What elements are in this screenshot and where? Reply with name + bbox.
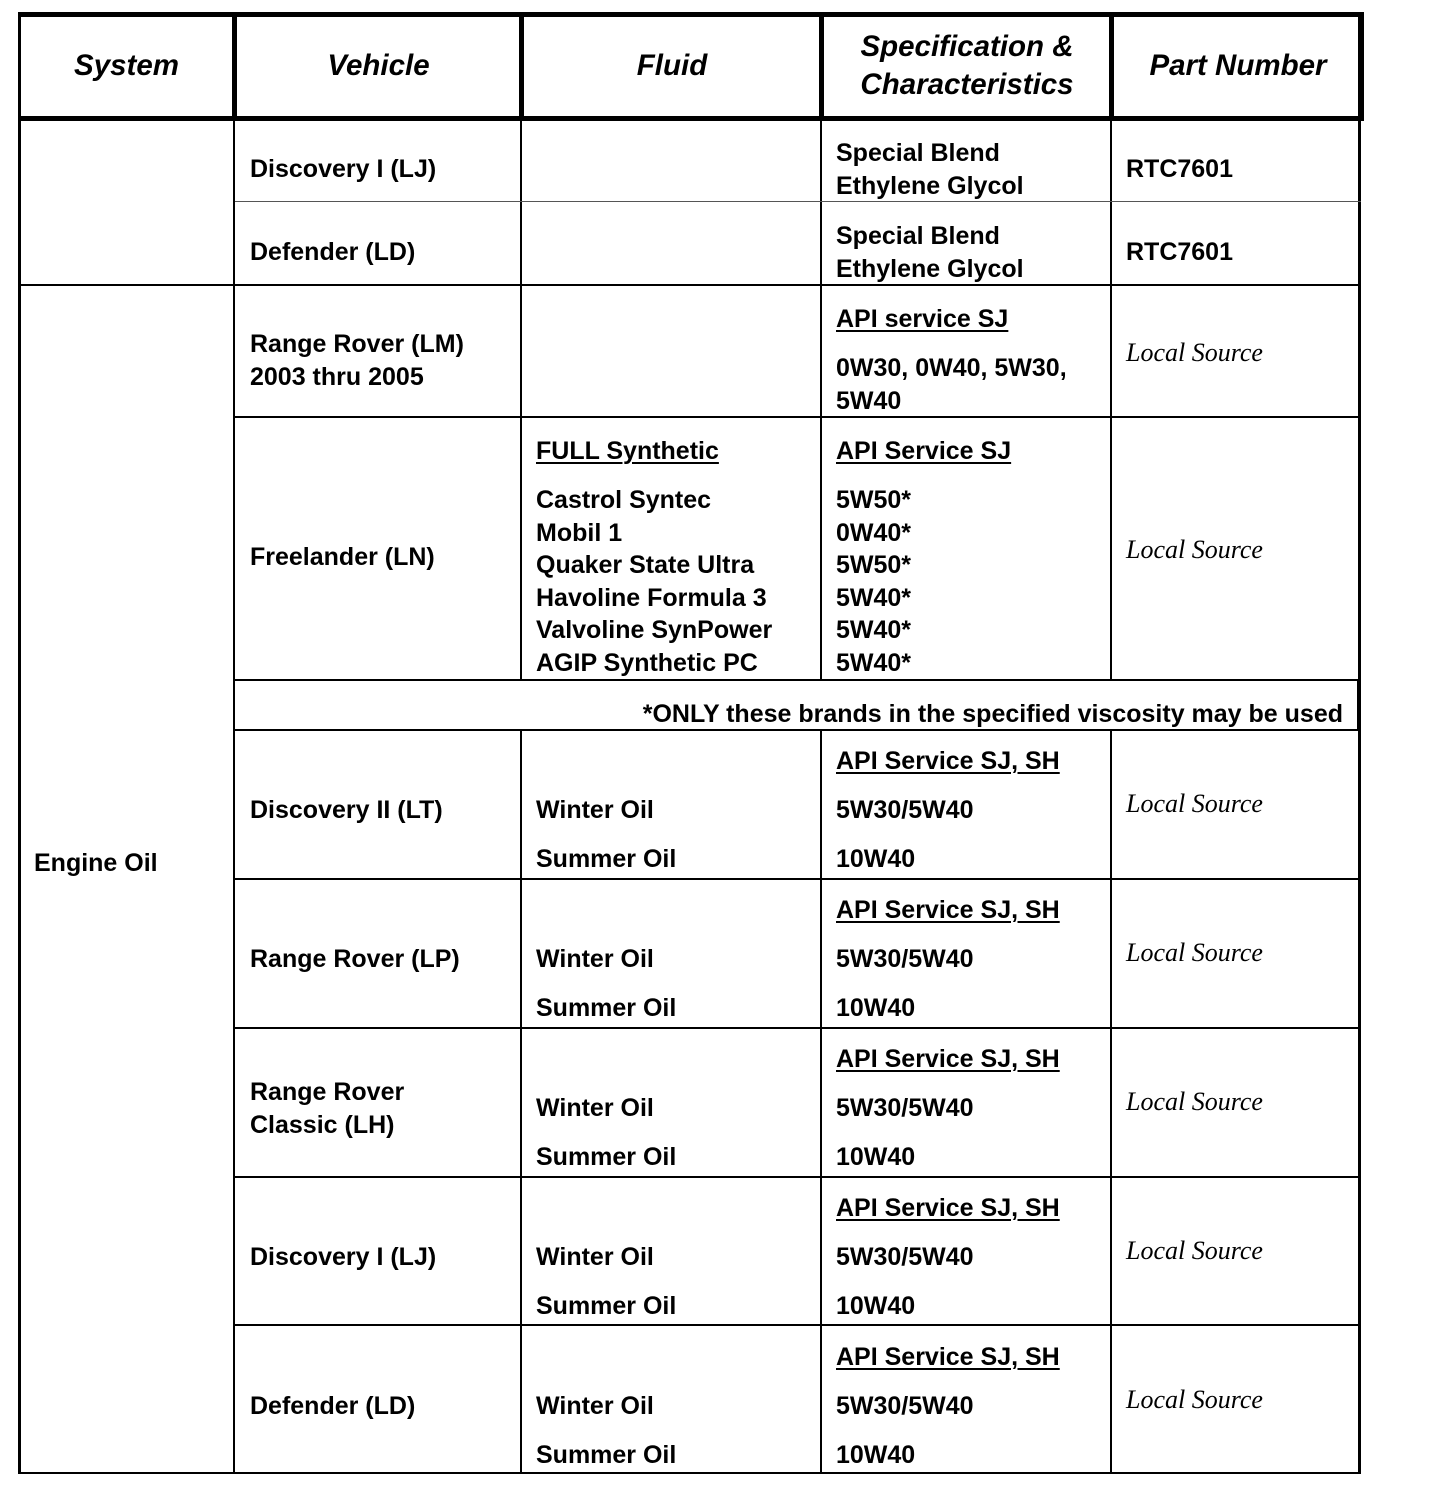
winter-oil-spec: 5W30/5W40 (836, 1243, 974, 1271)
summer-oil-label: Summer Oil (536, 994, 677, 1022)
column-divider (520, 119, 522, 680)
fluid-heading: FULL Synthetic (536, 437, 719, 465)
header-divider (519, 12, 524, 119)
summer-oil-spec: 10W40 (836, 1292, 916, 1320)
table-row-part-number: RTC7601 (1126, 155, 1233, 183)
column-divider (820, 119, 822, 680)
winter-oil-label: Winter Oil (536, 1243, 654, 1271)
header-fluid: Fluid (636, 48, 708, 82)
vehicle-line: Classic (LH) (250, 1110, 395, 1139)
table-row-vehicle (250, 1241, 436, 1274)
winter-oil-label: Winter Oil (536, 1392, 654, 1420)
table-row-spec (836, 137, 1024, 202)
summer-oil-label: Summer Oil (536, 1143, 677, 1171)
vehicle-line: 2003 thru 2005 (250, 362, 424, 391)
spec-line: Ethylene Glycol (836, 171, 1024, 200)
spec-heading: API Service SJ, SH (836, 1045, 1060, 1073)
header-border-right (1358, 12, 1364, 119)
list-item: 0W40* (836, 518, 912, 547)
column-divider (520, 730, 522, 1474)
column-divider (1110, 730, 1112, 1474)
list-item: 5W40* (836, 583, 912, 612)
vehicle-line: Range Rover (LM) (250, 330, 464, 358)
row-divider (235, 1176, 1361, 1178)
header-divider (1109, 12, 1114, 119)
header-part-number: Part Number (1149, 48, 1327, 82)
system-engine-oil: Engine Oil (34, 849, 158, 877)
winter-oil-label: Winter Oil (536, 1094, 654, 1122)
spec-line: Special Blend (836, 139, 1000, 167)
list-item: 5W40* (836, 616, 912, 644)
summer-oil-label: Summer Oil (536, 1441, 677, 1469)
viscosity-list (836, 484, 911, 679)
table-row-vehicle (250, 943, 460, 976)
winter-oil-spec: 5W30/5W40 (836, 1094, 974, 1122)
table-row-vehicle (250, 794, 443, 827)
row-divider (235, 1027, 1361, 1029)
table-row-part-number: Local Source (1126, 1087, 1263, 1116)
table-border-left (18, 12, 21, 1474)
table-row-part-number: Local Source (1126, 938, 1263, 967)
header-spec-line1: Specification & (860, 29, 1074, 63)
table-row-vehicle: Freelander (LN) (250, 543, 435, 571)
table-row-part-number: Local Source (1126, 1385, 1263, 1414)
table-border-bottom (18, 1472, 1361, 1474)
spec-heading: API Service SJ (836, 437, 1012, 465)
table-row-part-number: Local Source (1126, 535, 1263, 564)
spec-heading: API Service SJ, SH (836, 747, 1060, 775)
list-item: AGIP Synthetic PC (536, 648, 758, 677)
header-bottom-rule (18, 116, 1364, 121)
winter-oil-label: Winter Oil (536, 796, 654, 824)
table-row-vehicle (250, 328, 464, 393)
header-divider (819, 12, 824, 119)
summer-oil-spec: 10W40 (836, 994, 916, 1022)
table-row-vehicle (250, 1390, 415, 1423)
table-row-vehicle: Discovery I (LJ) (250, 155, 437, 183)
summer-oil-spec: 10W40 (836, 1143, 916, 1171)
vehicle-line: Range Rover (LP) (250, 945, 460, 973)
header-vehicle: Vehicle (327, 48, 430, 82)
table-row-vehicle: Defender (LD) (250, 238, 416, 266)
list-item: Mobil 1 (536, 518, 623, 547)
table-row-part-number: Local Source (1126, 1236, 1263, 1265)
section-divider (18, 284, 1361, 286)
row-divider (235, 679, 1361, 681)
column-divider (233, 119, 235, 1474)
row-divider (235, 729, 1361, 731)
row-divider (235, 416, 1361, 418)
viscosity-note: *ONLY these brands in the specified viscosity may be used (642, 700, 1343, 728)
vehicle-line: Discovery II (LT) (250, 796, 443, 824)
vehicle-line: Defender (LD) (250, 1392, 416, 1420)
column-divider (1110, 119, 1112, 680)
spec-line: Special Blend (836, 222, 1000, 250)
brand-list (536, 484, 772, 679)
table-border-top (18, 12, 1364, 17)
list-item: 5W40* (836, 648, 912, 677)
list-item: 5W50* (836, 486, 912, 514)
row-divider (235, 1324, 1361, 1326)
spec-heading: API Service SJ, SH (836, 896, 1060, 924)
table-row-part-number: RTC7601 (1126, 238, 1233, 266)
summer-oil-spec: 10W40 (836, 845, 916, 873)
column-divider (820, 730, 822, 1474)
table-row-part-number: Local Source (1126, 789, 1263, 818)
row-divider (235, 201, 1361, 202)
header-system: System (74, 48, 179, 82)
spec-line: Ethylene Glycol (836, 254, 1024, 283)
vehicle-line: Range Rover (250, 1078, 405, 1106)
header-specification (822, 12, 1112, 119)
fluid-specification-table (18, 12, 1364, 1474)
winter-oil-spec: 5W30/5W40 (836, 796, 974, 824)
table-row-vehicle (250, 1076, 404, 1141)
spec-line: 0W30, 0W40, 5W30, (836, 354, 1067, 382)
table-border-right (1358, 12, 1361, 1474)
spec-line: 5W40 (836, 386, 902, 415)
vehicle-line: Discovery I (LJ) (250, 1243, 437, 1271)
summer-oil-label: Summer Oil (536, 845, 677, 873)
list-item: Havoline Formula 3 (536, 583, 767, 612)
list-item: 5W50* (836, 551, 912, 579)
list-item: Quaker State Ultra (536, 551, 755, 579)
spec-heading: API Service SJ, SH (836, 1343, 1060, 1371)
header-spec-line2: Characteristics (860, 67, 1074, 101)
table-row-spec (836, 220, 1024, 285)
table-row-part-number: Local Source (1126, 338, 1263, 367)
summer-oil-spec: 10W40 (836, 1441, 916, 1469)
list-item: Valvoline SynPower (536, 616, 773, 644)
spec-heading: API Service SJ, SH (836, 1194, 1060, 1222)
header-divider (232, 12, 237, 119)
winter-oil-spec: 5W30/5W40 (836, 945, 974, 973)
note-border-right (1357, 679, 1359, 730)
winter-oil-label: Winter Oil (536, 945, 654, 973)
summer-oil-label: Summer Oil (536, 1292, 677, 1320)
row-divider (235, 878, 1361, 880)
list-item: Castrol Syntec (536, 486, 712, 514)
spec-viscosity (836, 352, 1067, 417)
spec-heading: API service SJ (836, 305, 1009, 333)
winter-oil-spec: 5W30/5W40 (836, 1392, 974, 1420)
